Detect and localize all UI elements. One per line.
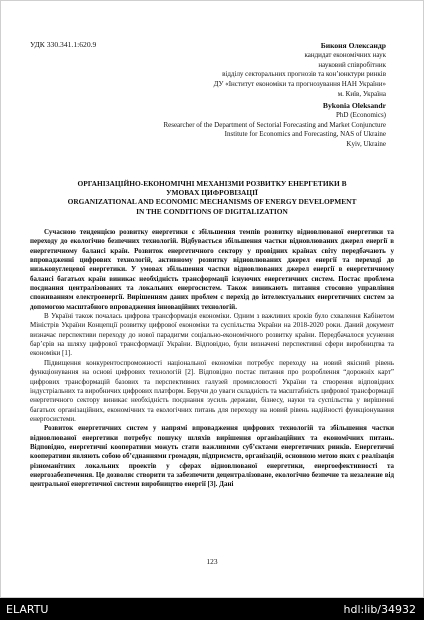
author-ua-line: ДУ «Інститут економіки та прогнозування НАН України» <box>213 80 386 89</box>
author-ua-line: м. Київ, Україна <box>337 89 386 98</box>
title-line: ОРГАНІЗАЦІЙНО-ЕКОНОМІЧНІ МЕХАНІЗМИ РОЗВИТКУ ЕНЕРГЕТИКИ В <box>77 179 347 188</box>
author-en-line: PhD (Economics) <box>336 110 386 119</box>
page-number: 123 <box>206 557 218 566</box>
paragraph-4: Розвиток енергетичних систем у напрямі впровадження цифрових технологій та збільшення частки відновлюваної енергетики потребує пошуку шляхів вирішення організаційних та економічних питань. Відповідно, енергетичні кооперативи можуть стати важливими суб’єктами енергетичних ринків. Енергетичні кооперативи являють собою об’єднаннями громадян, підприємств, організацій, основною метою яких є реалізація різноманітних локальних проектів у сферах відновлюваної енергетики, енергоефективності та енергозабезпечення. Це дозволяє створити та забезпечити децентралізоване, екологічно безпечне та незалежне від центральної енергетичної системи виробництво енергії [3]. Дані <box>30 424 394 489</box>
article-title <box>30 179 394 216</box>
udk-code: УДК 330.341.1:620.9 <box>30 40 97 49</box>
author-en-name: Bykonia Oleksandr <box>322 101 386 110</box>
paragraph-3: Підвищення конкурентоспроможності національної економіки потребує переходу на новий якісний рівень функціонування на основі цифрових технологій [2]. Відповідно постає питання про розроблення “дорожніх карт” цифрових трансформацій базових та перспективних галузей промисловості України та створення відповідних індустріальних та виробничих цифрових платформ. Беручи до уваги складність та масштабність цифрової трансформації енергетичного сектору виникає необхідність поєднання зусиль держави, бізнесу, науки та суспільства у вирішенні багатьох організаційних, економічних та екологічних питань для переходу на новий рівень надійності функціонування енергосистеми. <box>30 358 394 423</box>
title-line: IN THE CONDITIONS OF DIGITALIZATION <box>136 206 288 216</box>
repository-name: ELARTU <box>6 603 49 616</box>
author-ua-block <box>56 41 386 100</box>
title-line: ORGANIZATIONAL AND ECONOMIC MECHANISMS OF ENERGY DEVELOPMENT <box>67 197 357 207</box>
author-en-line: Kyiv, Ukraine <box>346 140 386 149</box>
author-en-block <box>56 101 386 150</box>
paragraph-1: Сучасною тенденцією розвитку енергетики є збільшення темпів розвитку відновлюваної енергетики та переходу до екологічно безпечних технологій. Відбувається збільшення частки відновлюваних джерел енергії в енергетичному балансі країн. Розвиток енергетичного сектору у провідних країнах світу передбачають у впровадженні цифрових технологій, активному розвитку відновлюваних джерел енергії та переході до низьковуглецевої енергетики. У умовах збільшення частки відновлюваних джерел енергії в енергетичному балансі багатьох країн виникає необхідність трансформації існуючих енергетичних систем. Постає проблема поєднання централізованих та локальних енергосистем. Також виникають питання стосовно управління споживанням електроенергії. Вирішенням даних проблем є перехід до інтелектуальних енергетичних систем за допомогою масштабного впровадження інноваційних технологій. <box>30 228 394 311</box>
repository-footer <box>0 598 424 620</box>
author-en-line: Researcher of the Department of Sectorial Forecasting and Market Conjuncture <box>163 120 386 129</box>
author-ua-line: науковий співробітник <box>318 60 386 69</box>
author-en-line: Institute for Economics and Forecasting, NAS of Ukraine <box>224 130 386 139</box>
title-line: УМОВАХ ЦИФРОВІЗАЦІЇ <box>166 188 258 198</box>
author-ua-line: кандидат економічних наук <box>304 50 386 59</box>
author-ua-line: відділу секторальних прогнозів та кон’юнктури ринків <box>222 70 386 79</box>
author-ua-name: Биконя Олександр <box>320 41 386 50</box>
paragraph-2: В Україні також почалась цифрова трансформація економіки. Одним з важливих кроків було схвалення Кабінетом Міністрів України Концепції розвитку цифрової економіки та суспільства України на 2018-2020 роки. Даний документ визначає перспективи переходу до нової парадигми соціально-економічного розвитку країни. Передбачалося усунення бар’єрів на шляху цифрової трансформації України. Відповідно, були визначені перспективні сфери виробництва та економіки [1]. <box>30 312 394 358</box>
handle-id: hdl:lib/34932 <box>343 603 416 616</box>
article-body <box>30 228 394 490</box>
